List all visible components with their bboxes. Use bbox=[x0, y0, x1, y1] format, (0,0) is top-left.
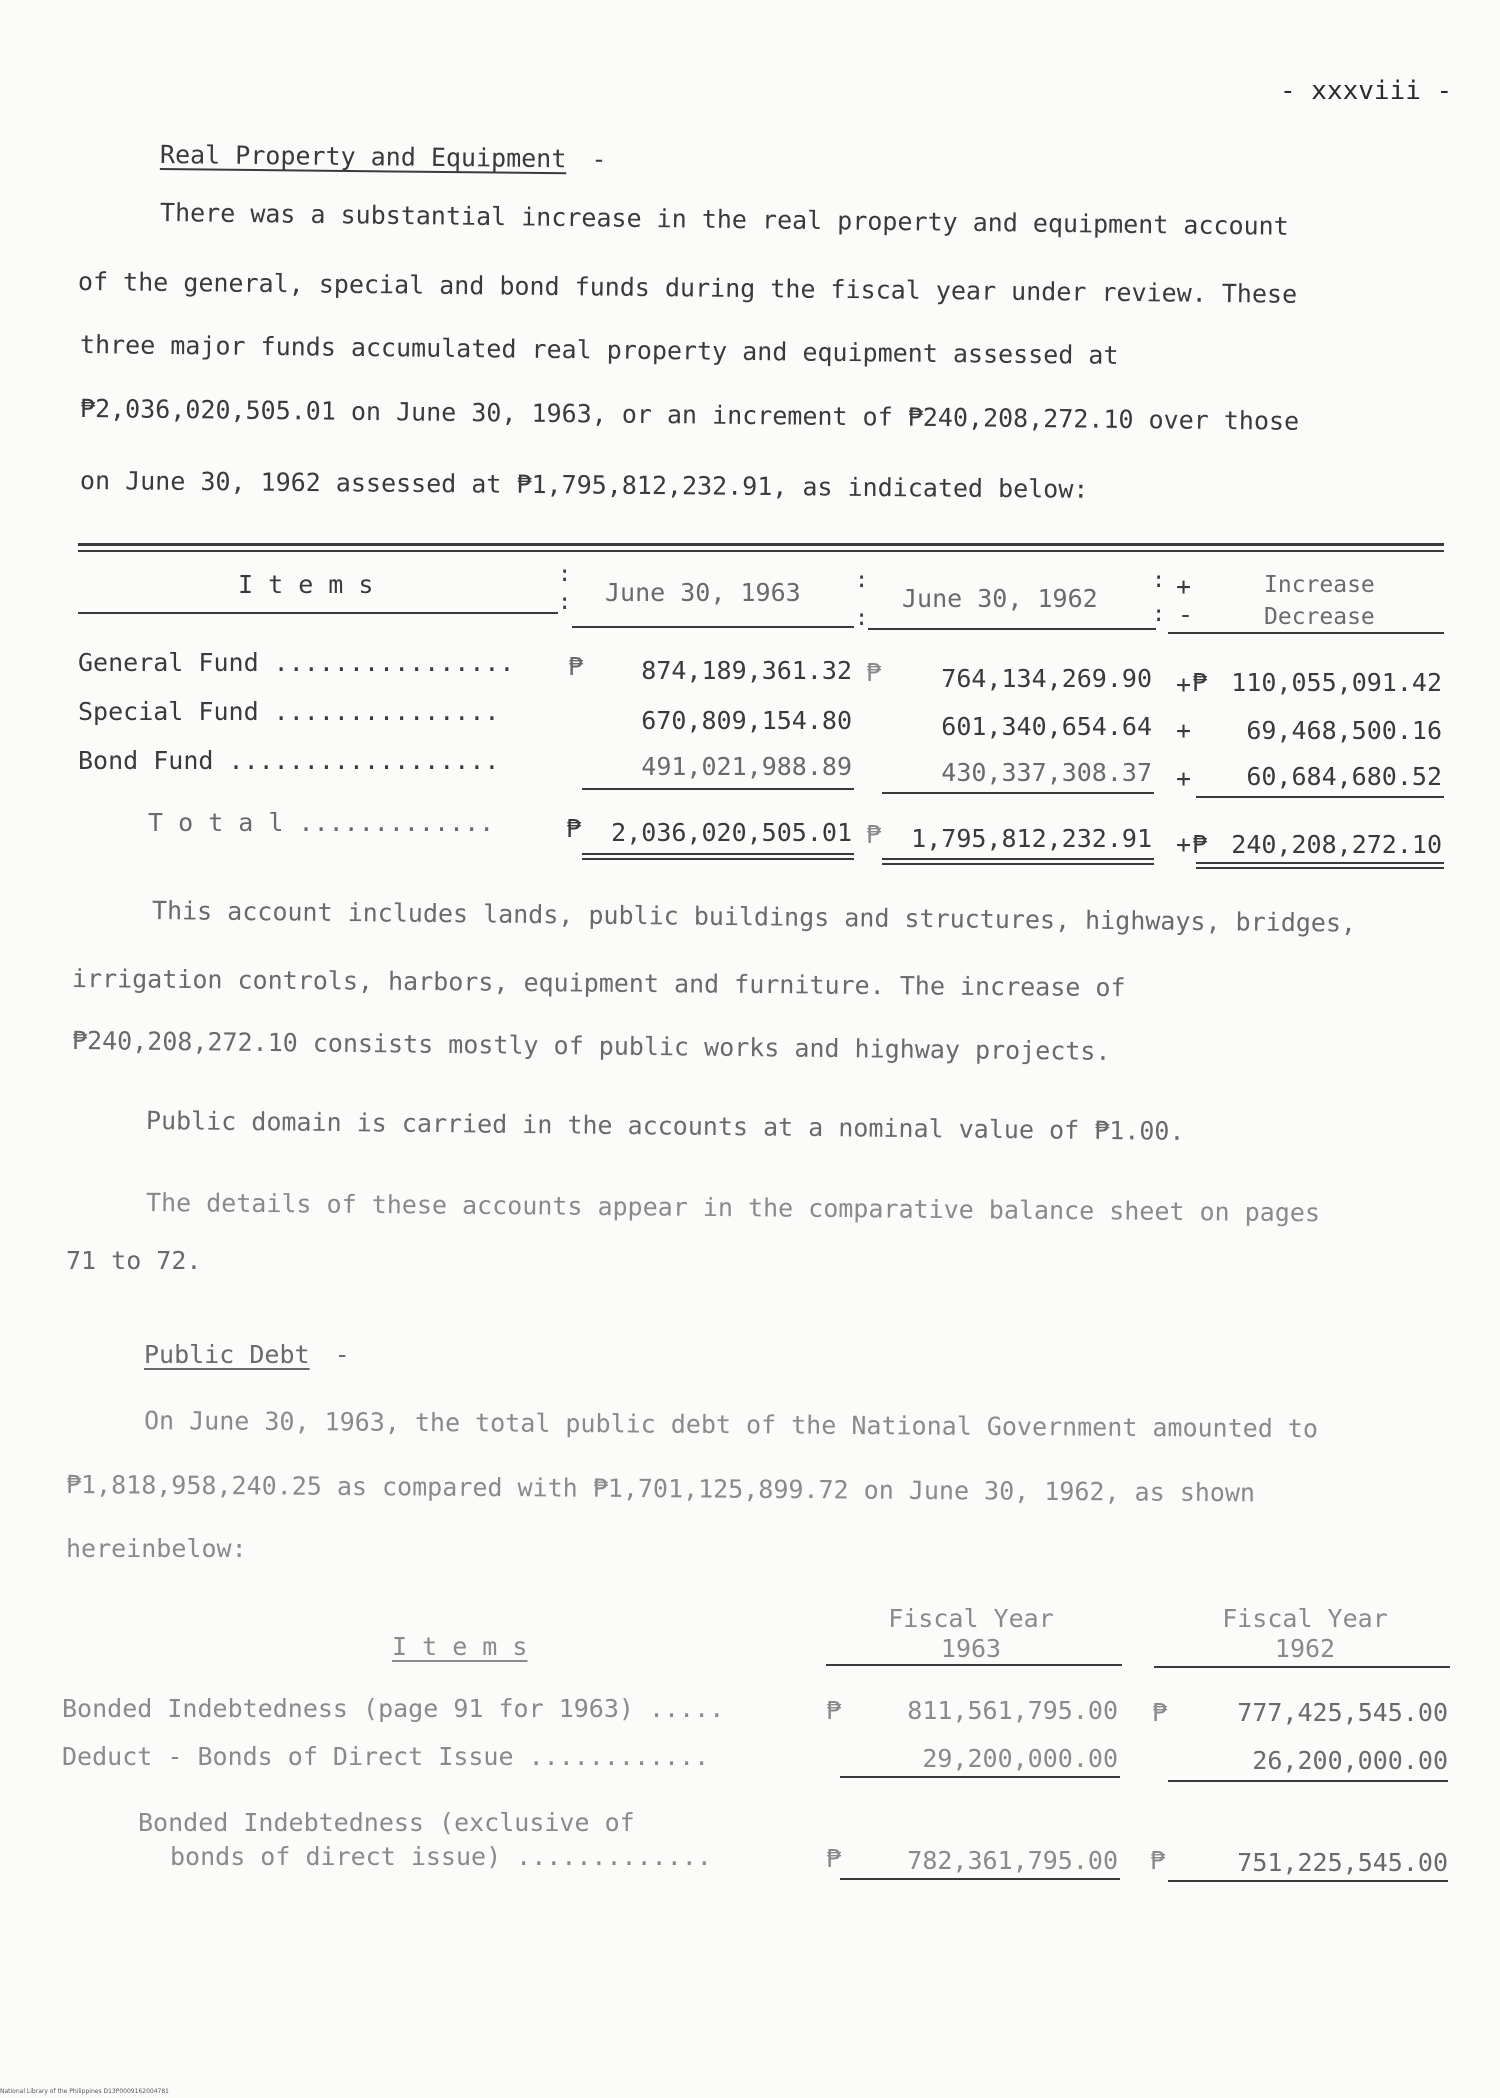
section-heading-real-property bbox=[160, 140, 607, 174]
total-rule-change bbox=[1196, 862, 1444, 864]
total-rule-1962 bbox=[882, 858, 1154, 860]
table-top-rule-2 bbox=[78, 550, 1444, 552]
paragraph-public-domain: Public domain is carried in the accounts at a nominal value of ₱1.00. bbox=[145, 1106, 1185, 1146]
header-fiscal-year-1962: Fiscal Year bbox=[1222, 1604, 1388, 1633]
table-row-label: Special Fund ............... bbox=[78, 697, 500, 726]
heading-text: Public Debt bbox=[144, 1340, 310, 1369]
paragraph-line: 71 to 72. bbox=[66, 1246, 202, 1275]
value-1963: 29,200,000.00 bbox=[922, 1744, 1118, 1773]
change-sign: + bbox=[1176, 716, 1192, 745]
header-colon: : bbox=[1152, 568, 1166, 593]
page-number: - xxxviii - bbox=[1280, 76, 1453, 106]
total-rule-change-double bbox=[1196, 867, 1444, 869]
value-1963: 491,021,988.89 bbox=[641, 752, 852, 781]
subtotal-rule-change bbox=[1196, 796, 1444, 798]
heading-text: Real Property and Equipment bbox=[159, 140, 567, 174]
header-plus-sign: + bbox=[1176, 572, 1192, 601]
table-row-label: Bond Fund .................. bbox=[78, 746, 500, 775]
change-sign: + bbox=[1176, 764, 1192, 793]
header-colon: : bbox=[558, 590, 572, 615]
paragraph-line: on June 30, 1962 assessed at ₱1,795,812,232.91, as indicated below: bbox=[79, 466, 1089, 504]
net-1962: 751,225,545.00 bbox=[1237, 1848, 1448, 1877]
section-heading-public-debt bbox=[144, 1340, 350, 1369]
peso-sign: ₱ bbox=[866, 658, 882, 687]
paragraph-line: ₱2,036,020,505.01 on June 30, 1963, or an increment of ₱240,208,272.10 over those bbox=[79, 394, 1300, 436]
subtotal-rule-1963 bbox=[582, 788, 854, 790]
header-items: I t e m s bbox=[392, 1632, 528, 1661]
peso-sign: ₱ bbox=[826, 1696, 842, 1725]
peso-sign: ₱ bbox=[566, 814, 582, 843]
header-rule-1962 bbox=[1154, 1666, 1450, 1668]
total-change: 240,208,272.10 bbox=[1231, 830, 1442, 859]
peso-sign: ₱ bbox=[1152, 1698, 1168, 1727]
paragraph-line: irrigation controls, harbors, equipment and furniture. The increase of bbox=[71, 964, 1126, 1003]
value-1963: 670,809,154.80 bbox=[641, 706, 852, 735]
header-rule-items bbox=[78, 612, 558, 614]
paragraph-line: There was a substantial increase in the real property and equipment account bbox=[159, 198, 1289, 241]
header-minus-sign: - bbox=[1178, 600, 1194, 629]
table-row-label: General Fund ................ bbox=[78, 648, 515, 677]
header-rule-1962 bbox=[868, 628, 1156, 630]
subtotal-rule-1962 bbox=[1168, 1780, 1448, 1782]
value-1962: 777,425,545.00 bbox=[1237, 1698, 1448, 1727]
header-increase: Increase bbox=[1264, 572, 1375, 598]
header-rule-change bbox=[1168, 632, 1444, 634]
net-row-label-line1: Bonded Indebtedness (exclusive of bbox=[138, 1808, 635, 1837]
total-1963: 2,036,020,505.01 bbox=[611, 818, 852, 847]
peso-sign: ₱ bbox=[1192, 830, 1208, 859]
net-rule-1962 bbox=[1168, 1880, 1448, 1882]
value-change: 60,684,680.52 bbox=[1246, 762, 1442, 791]
header-colon: : bbox=[855, 606, 869, 631]
header-colon: : bbox=[1152, 602, 1166, 627]
peso-sign: ₱ bbox=[826, 1844, 842, 1873]
change-sign: + bbox=[1176, 830, 1192, 859]
value-1962: 764,134,269.90 bbox=[941, 664, 1152, 693]
header-decrease: Decrease bbox=[1264, 604, 1375, 630]
paragraph-line: ₱1,818,958,240.25 as compared with ₱1,701,125,899.72 on June 30, 1962, as shown bbox=[65, 1470, 1256, 1508]
total-rule-1963 bbox=[582, 853, 854, 855]
value-1962: 601,340,654.64 bbox=[941, 712, 1152, 741]
archive-footer: National Library of the Philippines D13P0009162004781 bbox=[0, 2088, 169, 2095]
peso-sign: ₱ bbox=[568, 652, 584, 681]
peso-sign: ₱ bbox=[866, 820, 882, 849]
header-colon: : bbox=[855, 568, 869, 593]
value-1962: 26,200,000.00 bbox=[1252, 1746, 1448, 1775]
paragraph-line: On June 30, 1963, the total public debt of the National Government amounted to bbox=[143, 1406, 1319, 1444]
table-top-rule bbox=[78, 543, 1444, 546]
paragraph-line: of the general, special and bond funds during the fiscal year under review. These bbox=[77, 267, 1298, 309]
header-june-1963: June 30, 1963 bbox=[605, 578, 801, 607]
paragraph-line: ₱240,208,272.10 consists mostly of public works and highway projects. bbox=[71, 1026, 1111, 1066]
subtotal-rule-1962 bbox=[882, 792, 1154, 794]
paragraph-line: The details of these accounts appear in the comparative balance sheet on pages bbox=[145, 1188, 1321, 1228]
header-year-1963: 1963 bbox=[940, 1634, 1002, 1663]
table-row-label: Bonded Indebtedness (page 91 for 1963) ..... bbox=[62, 1694, 725, 1723]
change-sign: + bbox=[1176, 670, 1192, 699]
total-rule-1962-double bbox=[882, 863, 1154, 865]
header-june-1962: June 30, 1962 bbox=[902, 584, 1098, 613]
header-rule-1963 bbox=[572, 626, 854, 628]
net-row-label-line2: bonds of direct issue) ............. bbox=[170, 1842, 712, 1871]
value-1963: 811,561,795.00 bbox=[907, 1696, 1118, 1725]
header-year-1962: 1962 bbox=[1274, 1634, 1336, 1663]
total-1962: 1,795,812,232.91 bbox=[911, 824, 1152, 853]
header-items: I t e m s bbox=[238, 570, 374, 599]
header-colon: : bbox=[558, 562, 572, 587]
heading-dash: - bbox=[334, 1340, 350, 1369]
header-rule-1963 bbox=[826, 1664, 1122, 1666]
header-fiscal-year-1963: Fiscal Year bbox=[888, 1604, 1054, 1633]
value-change: 69,468,500.16 bbox=[1246, 716, 1442, 745]
value-1963: 874,189,361.32 bbox=[641, 656, 852, 685]
total-rule-1963-double bbox=[582, 858, 854, 860]
table-row-label: Deduct - Bonds of Direct Issue ............ bbox=[62, 1742, 710, 1771]
peso-sign: ₱ bbox=[1150, 1846, 1166, 1875]
subtotal-rule-1963 bbox=[840, 1776, 1120, 1778]
paragraph-line: This account includes lands, public buildings and structures, highways, bridges, bbox=[151, 896, 1357, 938]
table-total-label: T o t a l ............. bbox=[148, 808, 495, 837]
value-1962: 430,337,308.37 bbox=[941, 758, 1152, 787]
peso-sign: ₱ bbox=[1192, 668, 1208, 697]
net-rule-1963 bbox=[840, 1878, 1120, 1880]
net-1963: 782,361,795.00 bbox=[907, 1846, 1118, 1875]
heading-dash: - bbox=[591, 144, 607, 174]
paragraph-line: three major funds accumulated real property and equipment assessed at bbox=[79, 330, 1119, 370]
value-change: 110,055,091.42 bbox=[1231, 668, 1442, 697]
paragraph-line: hereinbelow: bbox=[66, 1534, 247, 1563]
